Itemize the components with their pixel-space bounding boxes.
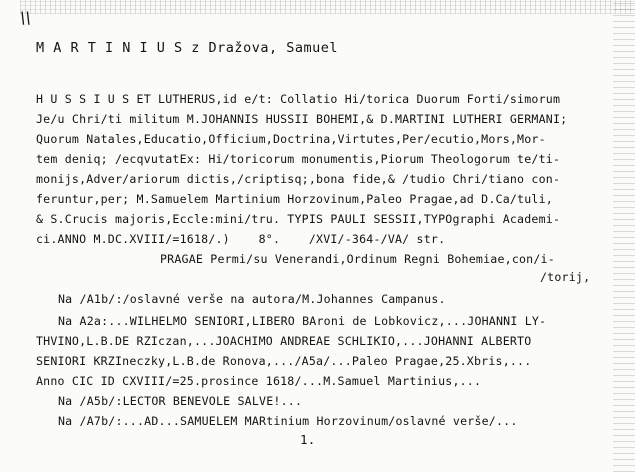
permission-line-end: /torij, [540, 270, 591, 284]
note-a2a-2: THVINO,L.B.DE RZIczan,...JOACHIMO ANDREAE SCHLIKIO,...JOHANNI ALBERTO [36, 334, 532, 348]
imprint-line: ci.ANNO M.DC.XVIII/=1618/.) 8°. /XVI/-364-/VA/ str. [36, 232, 446, 246]
title-line-6: feruntur,per; M.Samuelem Martinium Horzovinum,Paleo Pragae,ad D.Ca/tuli, [36, 192, 553, 206]
author-heading: M A R T I N I U S z Dražova, Samuel [36, 40, 338, 56]
title-line-7: & S.Crucis majoris,Eccle:mini/tru. TYPIS PAULI SESSII,TYPOgraphi Academi- [36, 212, 561, 226]
title-line-5: monijs,Adver/ariorum dictis,/criptisq;,bona fide,& /tudio Chri/tiano con- [36, 172, 561, 186]
permission-line: PRAGAE Permi/su Venerandi,Ordinum Regni Bohemiae,con/i- [160, 252, 555, 266]
note-a2a-3: SENIORI KRZIneczky,L.B.de Ronova,.../A5a/...Paleo Pragae,25.Xbris,... [36, 354, 532, 368]
note-a7b: Na /A7b/:...AD...SAMUELEM MARtinium Horzovinum/oslavné verše/... [58, 414, 518, 428]
note-a1b: Na /A1b/:/oslavné verše na autora/M.Johannes Campanus. [58, 292, 446, 306]
title-line-1: H U S S I U S ET LUTHERUS,id e/t: Collatio Hi/torica Duorum Forti/simorum [36, 92, 561, 106]
note-a2a-1: Na A2a:...WILHELMO SENIORI,LIBERO BAroni de Lobkovicz,...JOHANNI LY- [58, 314, 547, 328]
corner-mark: \\ [20, 8, 31, 27]
title-line-4: tem deniq; /ecqvutatEx: Hi/toricorum monumentis,Piorum Theologorum te/ti- [36, 152, 561, 166]
scan-noise-top [20, 0, 635, 14]
note-a5b: Na /A5b/:LECTOR BENEVOLE SALVE!... [58, 394, 303, 408]
title-line-2: Je/u Chri/ti militum M.JOHANNIS HUSSII BOHEMI,& D.MARTINI LUTHERI GERMANI; [36, 112, 568, 126]
note-a2a-4: Anno CIC ID CXVIII/=25.prosince 1618/...M.Samuel Martinius,... [36, 374, 482, 388]
page-number: 1. [300, 432, 316, 447]
title-line-3: Quorum Natales,Educatio,Officium,Doctrina,Virtutes,Per/ecutio,Mors,Mor- [36, 132, 546, 146]
scan-noise-right [613, 0, 635, 472]
